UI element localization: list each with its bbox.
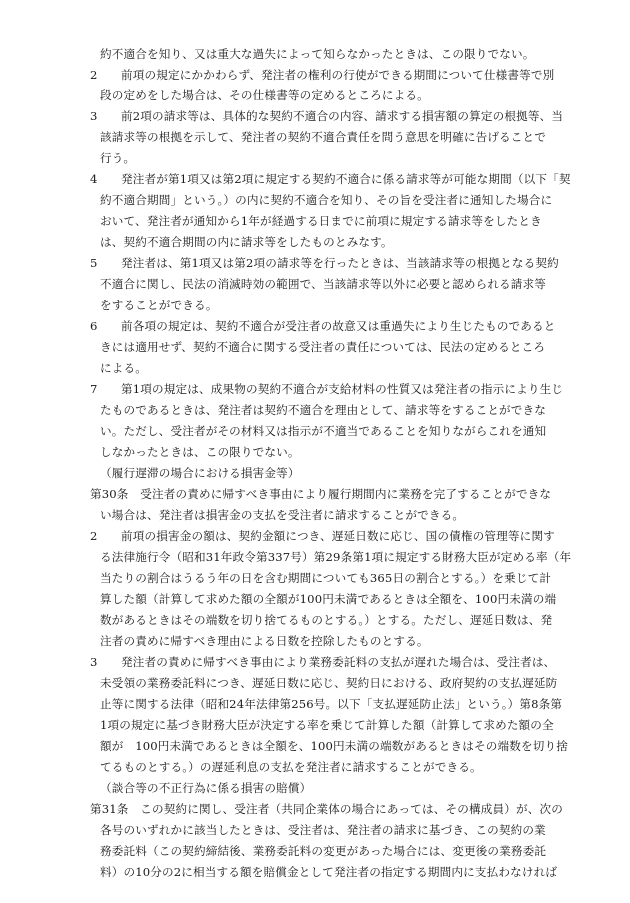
text-line: 各号のいずれかに該当したときは、受注者は、発注者の請求に基づき、この契約の業 — [100, 823, 546, 837]
text-line: 当たりの割合はうるう年の日を含む期間についても365日の割合とする。）を乗じて計 — [100, 571, 552, 585]
text-line: 務委託料（この契約締結後、業務委託料の変更があった場合には、変更後の業務委託 — [100, 844, 547, 858]
text-line: たものであるときは、発注者は契約不適合を理由として、請求等をすることができな — [100, 403, 547, 417]
text-line: しなかったときは、この限りでない。 — [100, 445, 300, 459]
text-line: 止等に関する法律（昭和24年法律第256号。以下「支払遅延防止法」という。）第8条第 — [100, 697, 563, 711]
text-line: 注者の責めに帰すべき理由による日数を控除したものとする。 — [100, 634, 429, 648]
article-31: 第31条 この契約に関し、受注者（共同企業体の場合にあっては、その構成員）が、次の — [90, 802, 563, 816]
text-line: る法律施行令（昭和31年政令第337号）第29条第1項に規定する財務大臣が定める率（年 — [100, 550, 572, 564]
article-30: 第30条 受注者の責めに帰すべき事由により履行期間内に業務を完了することができな — [90, 487, 552, 501]
text-line: 行う。 — [100, 151, 136, 165]
text-line: い。ただし、受注者がその材料又は指示が不適当であることを知りながらこれを通知 — [100, 424, 547, 438]
text-line: 該請求等の根拠を示して、発注者の契約不適合責任を問う意思を明確に告げることで — [100, 130, 547, 144]
paragraph-2: 2 前項の規定にかかわらず、発注者の権利の行使ができる期間について仕様書等で別 — [90, 68, 555, 82]
text-line: による。 — [100, 361, 147, 375]
section-heading: （談合等の不正行為に係る損害の賠償） — [100, 781, 312, 795]
text-line: 約不適合を知り、又は重大な過失によって知らなかったときは、この限りでない。 — [100, 47, 535, 61]
text-line: い場合は、発注者は損害金の支払を受注者に請求することができる。 — [100, 508, 465, 522]
text-line: 段の定めをした場合は、その仕様書等の定めるところによる。 — [100, 88, 429, 102]
text-line: をすることができる。 — [100, 298, 218, 312]
text-line: てるものとする。）の遅延利息の支払を発注者に請求することができる。 — [100, 760, 482, 774]
text-line: 額が 100円未満であるときは全額を、100円未満の端数があるときはその端数を切り捨 — [100, 739, 568, 753]
paragraph-3: 3 発注者の責めに帰すべき事由により業務委託料の支払が遅れた場合は、受注者は、 — [90, 655, 556, 669]
text-line: 1項の規定に基づき財務大臣が決定する率を乗じて計算した額（計算して求めた額の全 — [100, 718, 554, 732]
paragraph-7: 7 第1項の規定は、成果物の契約不適合が支給材料の性質又は発注者の指示により生じ — [90, 382, 564, 396]
paragraph-3: 3 前2項の請求等は、具体的な契約不適合の内容、請求する損害額の算定の根拠等、当 — [90, 109, 564, 123]
text-line: きには適用せず、契約不適合に関する受注者の責任については、民法の定めるところ — [100, 340, 546, 354]
paragraph-2: 2 前項の損害金の額は、契約金額につき、遅延日数に応じ、国の債権の管理等に関す — [90, 529, 555, 543]
paragraph-6: 6 前各項の規定は、契約不適合が受注者の故意又は重過失により生じたものであると — [90, 319, 556, 333]
section-heading: （履行遅滞の場合における損害金等） — [100, 466, 300, 480]
text-line: 不適合に関し、民法の消滅時効の範囲で、当該請求等以外に必要と認められる請求等 — [100, 277, 547, 291]
paragraph-5: 5 発注者は、第1項又は第2項の請求等を行ったときは、当該請求等の根拠となる契約 — [90, 256, 559, 270]
text-line: 算した額（計算して求めた額の全額が100円未満であるときは全額を、100円未満の端 — [100, 592, 557, 606]
text-line: 数があるときはその端数を切り捨てるものとする。）とする。ただし、遅延日数は、発 — [100, 613, 553, 627]
text-line: 約不適合期間」という。）の内に契約不適合を知り、その旨を受注者に通知した場合に — [100, 193, 553, 207]
text-line: おいて、発注者が通知から1年が経過する日までに前項に規定する請求等をしたとき — [100, 214, 542, 228]
paragraph-4: 4 発注者が第1項又は第2項に規定する契約不適合に係る請求等が可能な期間（以下「契 — [90, 172, 571, 186]
text-line: 未受領の業務委託料につき、遅延日数に応じ、契約日における、政府契約の支払遅延防 — [100, 676, 558, 690]
text-line: は、契約不適合期間の内に請求等をしたものとみなす。 — [100, 235, 393, 249]
text-line: 料）の10分の2に相当する額を賠償金として発注者の指定する期間内に支払わなければ — [100, 865, 558, 879]
